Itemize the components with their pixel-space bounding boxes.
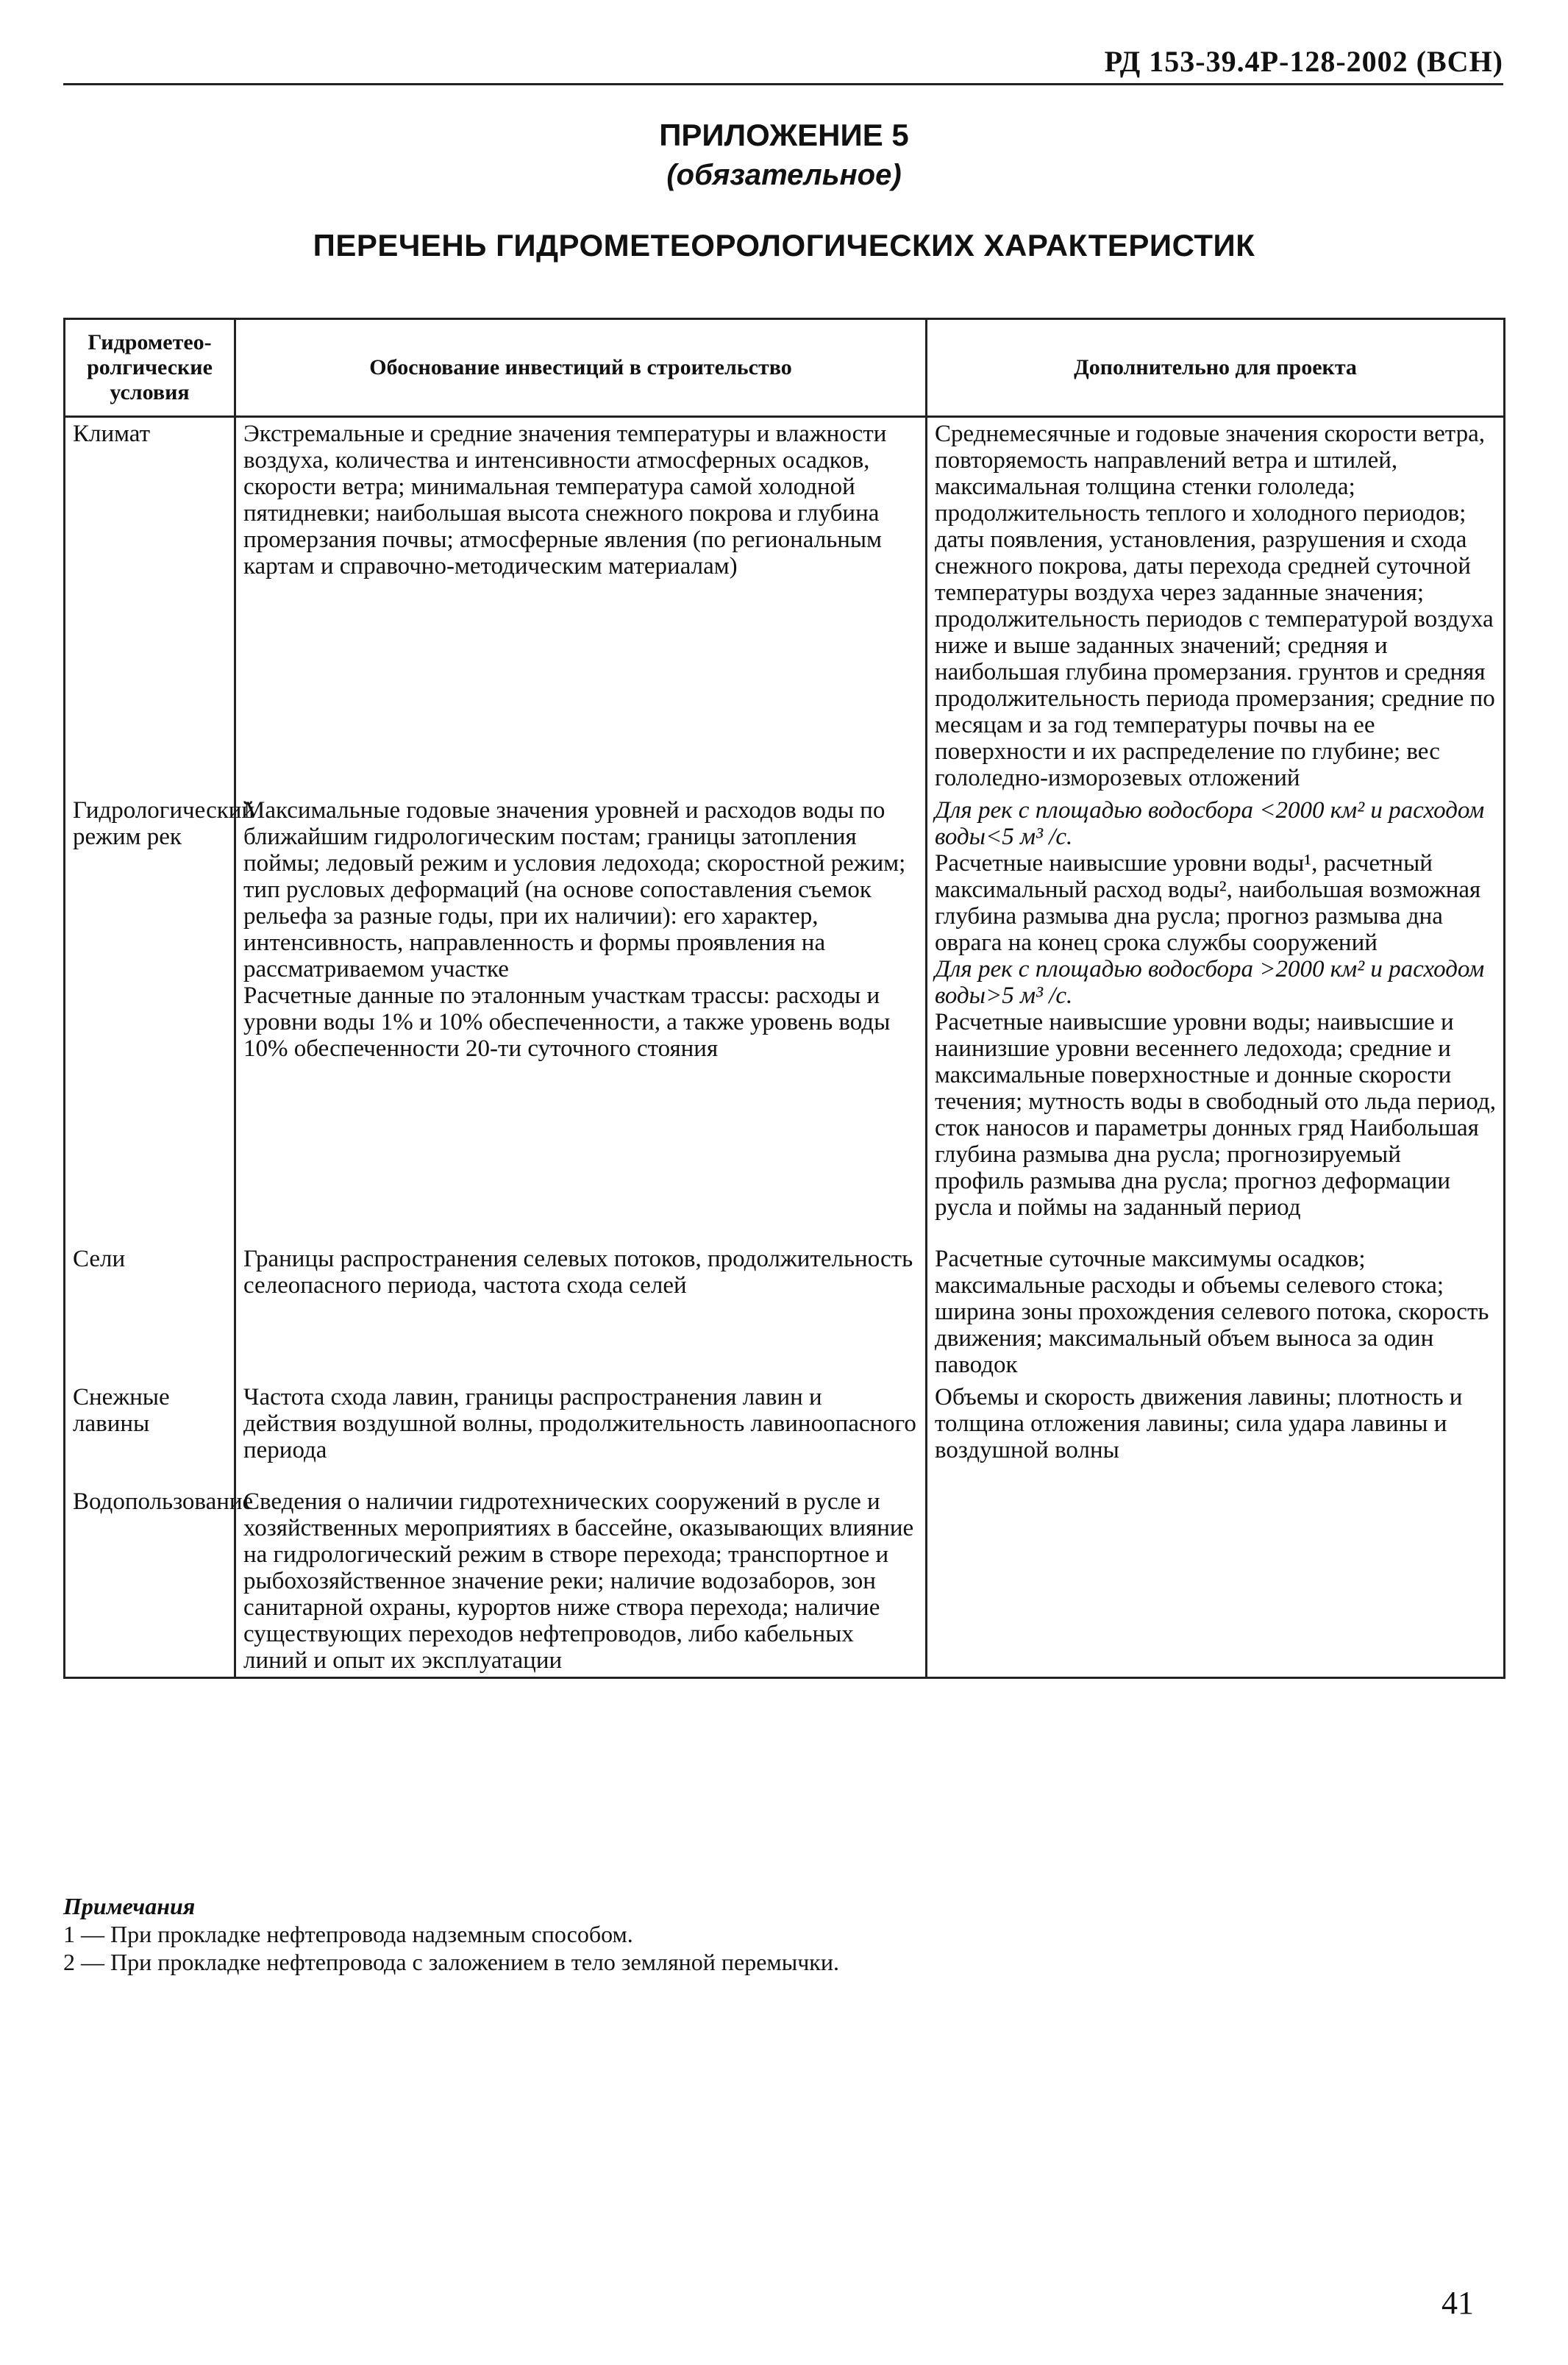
table-row-mudflows — [65, 1243, 1505, 1381]
note-item: 1 — При прокладке нефтепровода надземным способом. — [63, 1921, 633, 1947]
note-item: 2 — При прокладке нефтепровода с заложением в тело земляной перемычки. — [63, 1949, 839, 1975]
condition-cell: Климат — [65, 417, 235, 795]
condition-cell: Гидрологический режим рек — [65, 794, 235, 1243]
table-row-avalanches — [65, 1381, 1505, 1485]
header-project: Дополнительно для проекта — [927, 319, 1505, 417]
large-rivers-text: Расчетные наивысшие уровни воды; наивысшие и наинизшие уровни весеннего ледохода; средние и максимальные поверхностные и донные скорости течения; мутность воды в свободный ото льда период, сток наносов и параметры донных гряд Наибольшая глубина размыва дна русла; прогнозируемый профиль размыва дна русла; прогноз деформации русла и поймы на заданный период — [935, 1009, 1496, 1221]
header-conditions: Гидрометео-ролгические условия — [65, 319, 235, 417]
appendix-subtitle: (обязательное) — [666, 159, 902, 191]
table-row-water-use — [65, 1485, 1505, 1678]
large-rivers-heading: Для рек с площадью водосбора >2000 км² и расходом воды>5 м³ /с. — [935, 956, 1485, 1009]
project-cell: Среднемесячные и годовые значения скорости ветра, повторяемость направлений ветра и штилей, максимальная толщина стенки гололеда; продолжительность теплого и холодного периодов; даты появления, установления, разрушения и схода снежного покрова, даты перехода средней суточной температуры воздуха через заданные значения; продолжительность периодов с температурой воздуха ниже и выше заданных значений; средняя и наибольшая глубина промерзания. грунтов и средняя продолжительность периода промерзания; средние по месяцам и за год температуры почвы на ее поверхности и их распределение по глубине; вес гололедно-изморозевых отложений — [927, 417, 1505, 795]
condition-cell: Сели — [65, 1243, 235, 1381]
small-rivers-text: Расчетные наивысшие уровни воды¹, расчетный максимальный расход воды², наибольшая возможная глубина размыва дна русла; прогноз размыва дна оврага на конец срока службы сооружений — [935, 850, 1481, 956]
project-cell: Объемы и скорость движения лавины; плотность и толщина отложения лавины; сила удара лавины и воздушной волны — [927, 1381, 1505, 1485]
project-cell: Расчетные суточные максимумы осадков; максимальные расходы и объемы селевого стока; ширина зоны прохождения селевого потока, скорость движения; максимальный объем выноса за один паводок — [927, 1243, 1505, 1381]
page-number: 41 — [1442, 2285, 1474, 2321]
project-cell — [927, 794, 1505, 1243]
table-row-hydrology — [65, 794, 1505, 1243]
investment-cell: Частота схода лавин, границы распространения лавин и действия воздушной волны, продолжительность лавиноопасного периода — [235, 1381, 927, 1485]
header-investment: Обоснование инвестиций в строительство — [235, 319, 927, 417]
table-row-climate — [65, 417, 1505, 795]
investment-extra-text: Расчетные данные по эталонным участкам трассы: расходы и уровни воды 1% и 10% обеспеченности, а также уровень воды 10% обеспеченности 20-ти суточного стояния — [243, 982, 891, 1062]
investment-cell: Границы распространения селевых потоков, продолжительность селеопасного периода, частота схода селей — [235, 1243, 927, 1381]
characteristics-table — [63, 318, 1505, 1679]
condition-cell: Снежные лавины — [65, 1381, 235, 1485]
small-rivers-heading: Для рек с площадью водосбора <2000 км² и расходом воды<5 м³ /с. — [935, 797, 1485, 850]
appendix-title: ПРИЛОЖЕНИЕ 5 — [659, 118, 909, 152]
notes-title: Примечания — [63, 1893, 196, 1919]
investment-cell: Сведения о наличии гидротехнических сооружений в русле и хозяйственных мероприятиях в бассейне, оказывающих влияние на гидрологический режим в створе перехода; транспортное и рыбохозяйственное значение реки; наличие водозаборов, зон санитарной охраны, курортов ниже створа перехода; наличие существующих переходов нефтепроводов, либо кабельных линий и опыт их эксплуатации — [235, 1485, 927, 1678]
document-title: ПЕРЕЧЕНЬ ГИДРОМЕТЕОРОЛОГИЧЕСКИХ ХАРАКТЕРИСТИК — [313, 228, 1255, 263]
project-cell — [927, 1485, 1505, 1678]
investment-cell — [235, 794, 927, 1243]
investment-cell: Экстремальные и средние значения температуры и влажности воздуха, количества и интенсивности атмосферных осадков, скорости ветра; минимальная температура самой холодной пятидневки; наибольшая высота снежного покрова и глубина промерзания почвы; атмосферные явления (по региональным картам и справочно-методическим материалам) — [235, 417, 927, 795]
document-code-header: РД 153-39.4Р-128-2002 (ВСН) — [63, 44, 1503, 85]
table-header-row — [65, 319, 1505, 417]
condition-cell: Водопользование — [65, 1485, 235, 1678]
investment-text: Максимальные годовые значения уровней и расходов воды по ближайшим гидрологическим постам; границы затопления поймы; ледовый режим и условия ледохода; скоростной режим; тип русловых деформаций (на основе сопоставления съемок рельефа за разные годы, при их наличии): его характер, интенсивность, направленность и формы проявления на рассматриваемом участке — [243, 797, 906, 982]
